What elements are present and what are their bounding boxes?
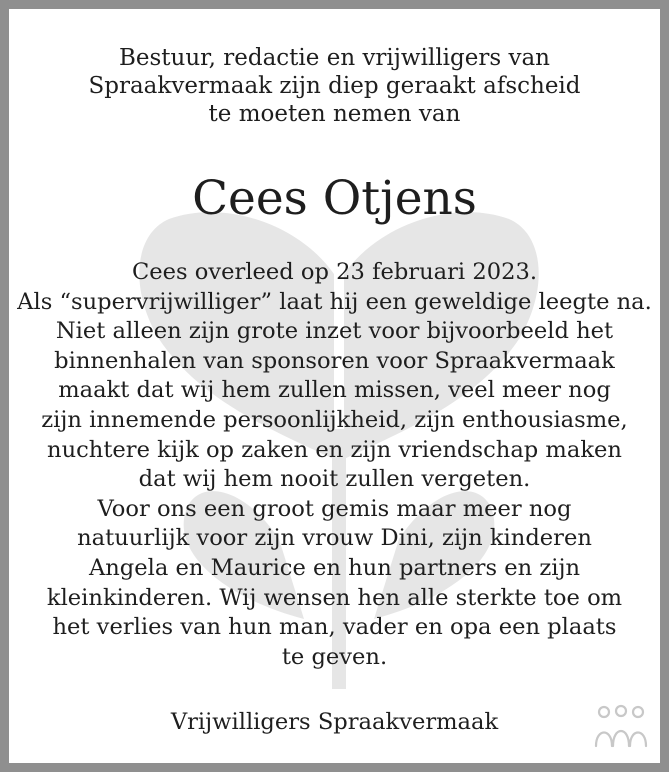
body-line: te geven. — [281, 643, 388, 670]
intro-line: Bestuur, redactie en vrijwilligers van — [118, 45, 550, 71]
body-text — [9, 258, 660, 672]
body-line: het verlies van hun man, vader en opa een plaats — [52, 614, 617, 641]
body-line: nuchtere kijk op zaken en zijn vriendschap maken — [47, 436, 622, 463]
people-group-icon — [592, 703, 650, 753]
body-line: Voor ons een groot gemis maar meer nog — [97, 495, 572, 522]
body-line: zijn innemende persoonlijkheid, zijn enthousiasme, — [41, 406, 628, 433]
signature: Vrijwilligers Spraakvermaak — [170, 709, 499, 735]
body-line: kleinkinderen. Wij wensen hen alle sterkte toe om — [46, 584, 623, 611]
intro-text — [9, 44, 660, 128]
intro-line: te moeten nemen van — [208, 101, 461, 127]
body-line: Angela en Maurice en hun partners en zijn — [88, 554, 581, 581]
body-line: binnenhalen van sponsoren voor Spraakvermaak — [54, 347, 615, 374]
intro-line: Spraakvermaak zijn diep geraakt afscheid — [88, 73, 581, 99]
deceased-name: Cees Otjens — [192, 171, 477, 226]
body-line: Niet alleen zijn grote inzet voor bijvoorbeeld het — [55, 318, 614, 345]
body-line: dat wij hem nooit zullen vergeten. — [138, 466, 531, 493]
body-line: Als “supervrijwilliger” laat hij een geweldige leegte na. — [17, 288, 652, 315]
body-line: natuurlijk voor zijn vrouw Dini, zijn kinderen — [77, 525, 592, 552]
body-line: Cees overleed op 23 februari 2023. — [131, 259, 538, 285]
body-line: maakt dat wij hem zullen missen, veel meer nog — [58, 377, 611, 404]
